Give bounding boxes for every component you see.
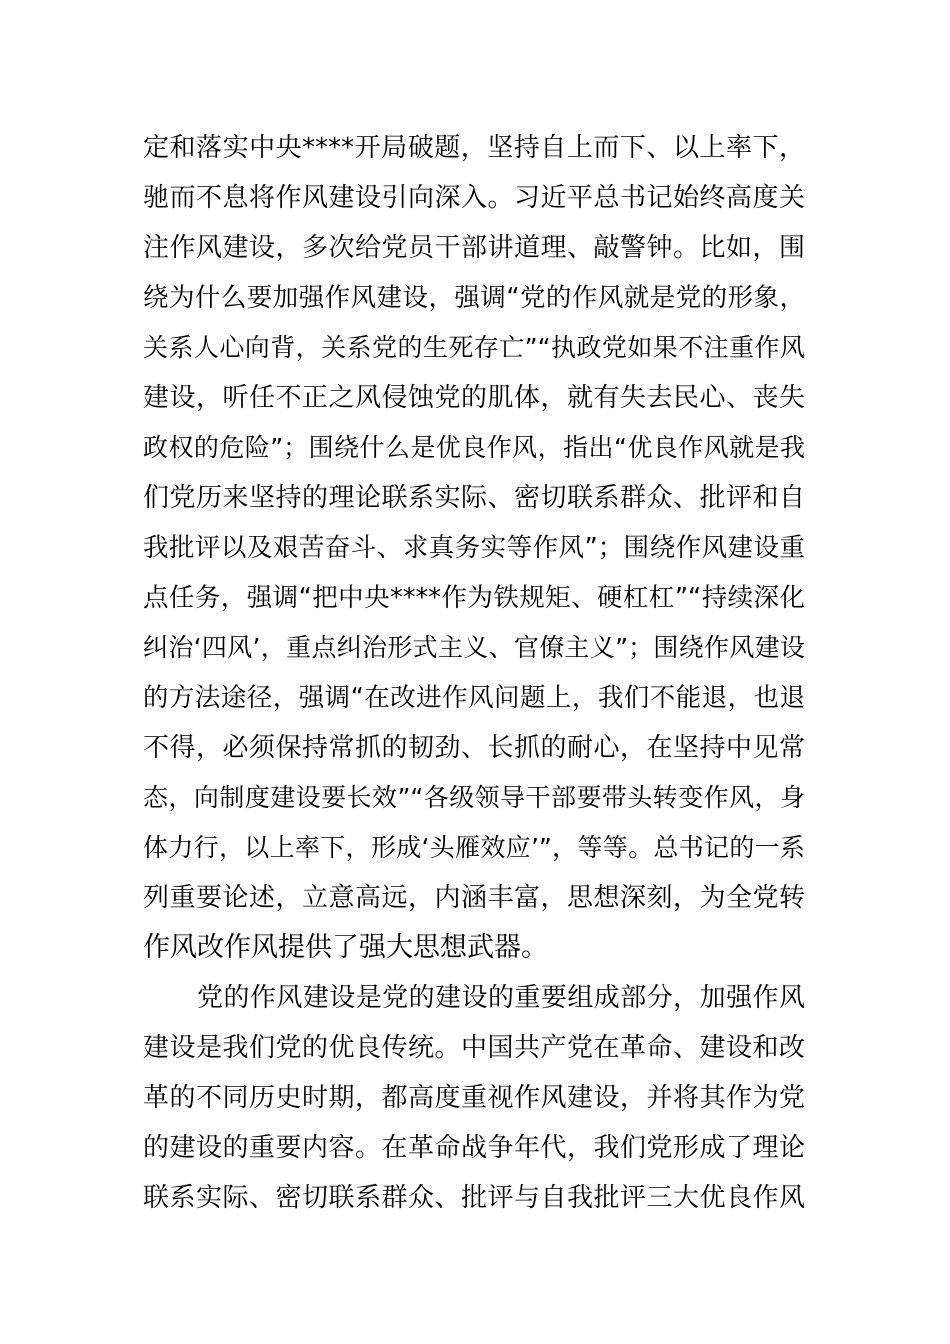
text-line: 注作风建设，多次给党员干部讲道理、敲警钟。比如，围	[143, 233, 805, 263]
text-line: 政权的危险”；围绕什么是优良作风，指出“优良作风就是我	[143, 433, 805, 462]
text-line: 建设，听任不正之风侵蚀党的肌体，就有失去民心、丧失	[143, 383, 805, 413]
text-line: 列重要论述，立意高远，内涵丰富，思想深刻，为全党转	[143, 883, 805, 913]
text-line: 党的作风建设是党的建设的重要组成部分，加强作风	[197, 983, 805, 1013]
text-line: 不得，必须保持常抓的韧劲、长抓的耐心，在坚持中见常	[143, 733, 805, 763]
paragraph	[143, 123, 805, 973]
text-line: 定和落实中央****开局破题，坚持自上而下、以上率下，	[143, 133, 805, 163]
text-line: 关系人心向背，关系党的生死存亡”“执政党如果不注重作风	[143, 333, 805, 362]
body-text	[143, 123, 805, 1223]
text-line: 点任务，强调“把中央****作为铁规矩、硬杠杠”“持续深化	[143, 583, 805, 613]
text-line: 驰而不息将作风建设引向深入。习近平总书记始终高度关	[143, 183, 805, 213]
text-line: 体力行，以上率下，形成‘头雁效应’”，等等。总书记的一系	[143, 833, 805, 862]
text-line: 的方法途径，强调“在改进作风问题上，我们不能退，也退	[143, 683, 805, 713]
text-line: 们党历来坚持的理论联系实际、密切联系群众、批评和自	[143, 483, 805, 513]
text-line: 建设是我们党的优良传统。中国共产党在革命、建设和改	[143, 1033, 805, 1063]
text-line: 我批评以及艰苦奋斗、求真务实等作风”；围绕作风建设重	[143, 533, 805, 563]
text-line: 态，向制度建设要长效”“各级领导干部要带头转变作风，身	[143, 783, 805, 812]
text-line: 绕为什么要加强作风建设，强调“党的作风就是党的形象，	[143, 283, 805, 313]
text-line: 作风改作风提供了强大思想武器。	[143, 932, 548, 963]
text-line: 的建设的重要内容。在革命战争年代，我们党形成了理论	[143, 1133, 805, 1163]
text-line: 联系实际、密切联系群众、批评与自我批评三大优良作风	[143, 1183, 805, 1213]
text-line: 纠治‘四风’，重点纠治形式主义、官僚主义”；围绕作风建设	[143, 633, 805, 662]
text-line: 革的不同历史时期，都高度重视作风建设，并将其作为党	[143, 1083, 805, 1113]
paragraph	[143, 973, 805, 1223]
